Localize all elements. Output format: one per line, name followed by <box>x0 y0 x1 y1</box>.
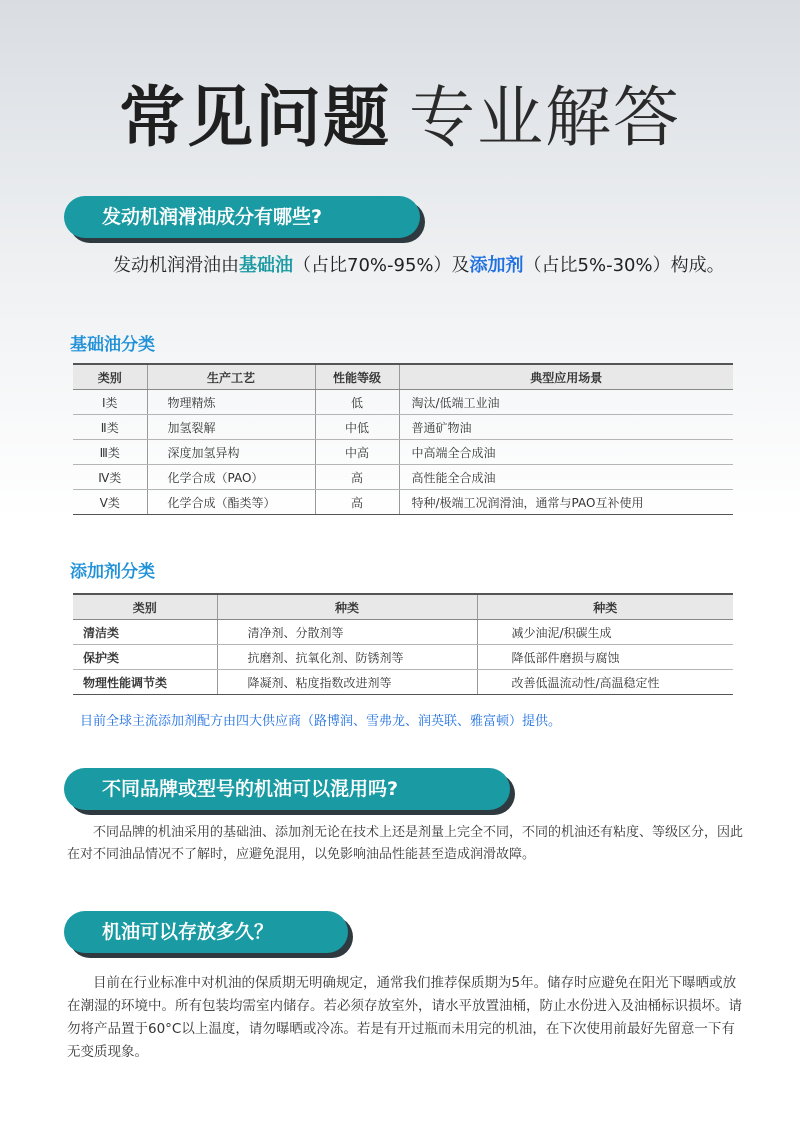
table-cell: Ⅱ类 <box>73 415 147 440</box>
intro-additive: 添加剂 <box>469 255 524 276</box>
table-row <box>73 620 733 645</box>
table-row <box>73 440 733 465</box>
table-cell: 高性能全合成油 <box>399 465 733 490</box>
table-cell: 高 <box>315 490 399 515</box>
intro-paragraph <box>67 252 757 280</box>
table-header: 类别 <box>73 594 217 620</box>
table-cell: 淘汰/低端工业油 <box>399 390 733 415</box>
answer-3-paragraph: 目前在行业标准中对机油的保质期无明确规定，通常我们推荐保质期为5年。储存时应避免在阳光下曝晒或放在潮湿的环境中。所有包装均需室内储存。若必须存放室外，请水平放置油桶，防止水份进入及油桶标识损坏。请勿将产品置于60°C以上温度，请勿曝晒或冷冻。若是有开过瓶而未用完的机油，在下次使用前最好先留意一下有无变质现象。 <box>67 975 742 1060</box>
table-cell: 物理性能调节类 <box>73 670 217 695</box>
table-cell: 清净剂、分散剂等 <box>217 620 477 645</box>
table-cell: 高 <box>315 465 399 490</box>
question-2-text: 不同品牌或型号的机油可以混用吗? <box>102 778 399 800</box>
table-cell: 改善低温流动性/高温稳定性 <box>477 670 733 695</box>
intro-mid: （占比70%-95%）及 <box>293 255 470 276</box>
base-oil-table <box>73 363 733 515</box>
table-header: 性能等级 <box>315 364 399 390</box>
table-cell: 中高端全合成油 <box>399 440 733 465</box>
table-cell: 化学合成（酯类等） <box>147 490 315 515</box>
supplier-note: 目前全球主流添加剂配方由四大供应商（路博润、雪弗龙、润英联、雅富顿）提供。 <box>80 714 562 729</box>
table-header: 类别 <box>73 364 147 390</box>
intro-pre: 发动机润滑油由 <box>113 255 239 276</box>
table-header: 种类 <box>217 594 477 620</box>
table-row <box>73 645 733 670</box>
table-cell: 中高 <box>315 440 399 465</box>
additive-title: 添加剂分类 <box>70 562 155 582</box>
additive-table <box>73 593 733 695</box>
table-cell: 物理精炼 <box>147 390 315 415</box>
intro-base-oil: 基础油 <box>239 255 293 276</box>
base-oil-title: 基础油分类 <box>70 335 155 355</box>
question-1-pill <box>64 196 420 238</box>
table-cell: 降凝剂、粘度指数改进剂等 <box>217 670 477 695</box>
table-row <box>73 670 733 695</box>
table-row <box>73 490 733 515</box>
table-header: 种类 <box>477 594 733 620</box>
question-2-pill <box>64 768 510 810</box>
table-cell: 抗磨剂、抗氧化剂、防锈剂等 <box>217 645 477 670</box>
page-title <box>0 78 800 158</box>
table-header: 典型应用场景 <box>399 364 733 390</box>
table-cell: Ⅳ类 <box>73 465 147 490</box>
table-cell: 特种/极端工况润滑油，通常与PAO互补使用 <box>399 490 733 515</box>
table-cell: 化学合成（PAO） <box>147 465 315 490</box>
table-cell: Ⅲ类 <box>73 440 147 465</box>
table-cell: 降低部件磨损与腐蚀 <box>477 645 733 670</box>
table-header: 生产工艺 <box>147 364 315 390</box>
table-cell: 深度加氢异构 <box>147 440 315 465</box>
table-row <box>73 415 733 440</box>
table-cell: Ⅰ类 <box>73 390 147 415</box>
table-cell: 普通矿物油 <box>399 415 733 440</box>
intro-post: （占比5%-30%）构成。 <box>523 255 725 276</box>
question-1-text: 发动机润滑油成分有哪些? <box>102 206 323 228</box>
table-cell: 中低 <box>315 415 399 440</box>
table-cell: 减少油泥/积碳生成 <box>477 620 733 645</box>
table-header-row <box>73 364 733 390</box>
question-3-pill <box>64 911 348 953</box>
page-title-bold: 常见问题 <box>119 79 391 156</box>
page-title-light: 专业解答 <box>409 79 681 156</box>
table-row <box>73 390 733 415</box>
table-header-row <box>73 594 733 620</box>
table-cell: 保护类 <box>73 645 217 670</box>
table-row <box>73 465 733 490</box>
table-cell: Ⅴ类 <box>73 490 147 515</box>
table-cell: 低 <box>315 390 399 415</box>
answer-2-paragraph: 不同品牌的机油采用的基础油、添加剂无论在技术上还是剂量上完全不同，不同的机油还有粘度、等级区分，因此在对不同油品情况不了解时，应避免混用，以免影响油品性能甚至造成润滑故障。 <box>67 825 744 862</box>
table-cell: 清洁类 <box>73 620 217 645</box>
table-cell: 加氢裂解 <box>147 415 315 440</box>
question-3-text: 机油可以存放多久？ <box>102 921 274 943</box>
